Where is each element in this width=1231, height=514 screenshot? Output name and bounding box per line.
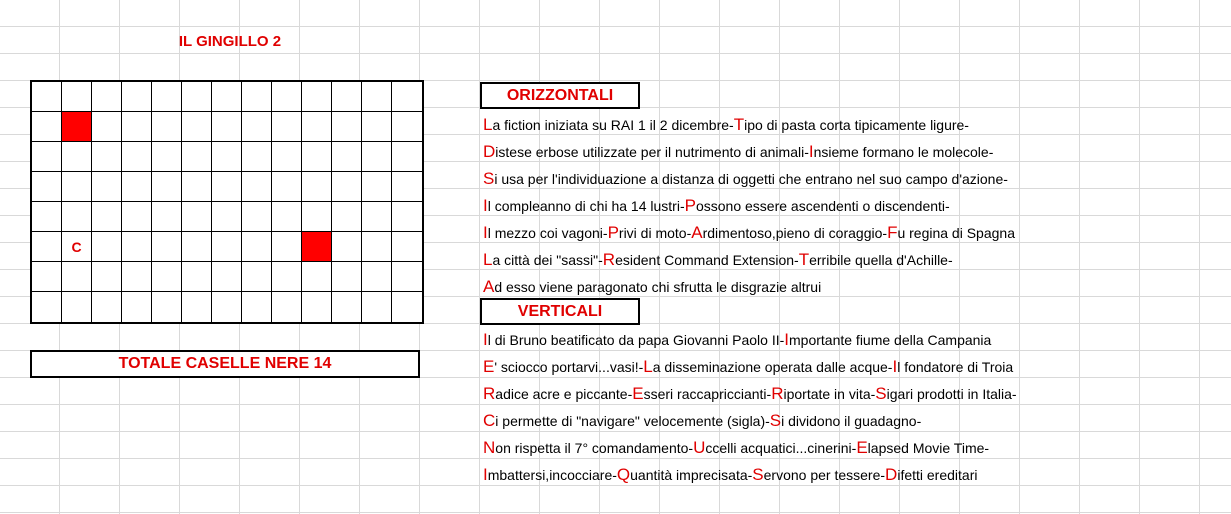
clue-initial: I [483,330,488,349]
clue-text: nsieme formano le molecole- [813,144,994,160]
clue-text: mbattersi,incocciare- [487,467,617,483]
clue-initial: I [784,330,789,349]
horizontal-heading: ORIZZONTALI [480,82,640,109]
vertical-clue-line [483,326,1228,353]
black-cell[interactable] [302,232,332,262]
grid-cell[interactable] [332,232,362,262]
clue-text: igari prodotti in Italia- [886,386,1017,402]
clue-initial: P [607,223,619,242]
clue-text: a città dei "sassi"- [492,252,603,268]
grid-cell[interactable] [182,112,212,142]
clue-text: l mezzo coi vagoni- [487,225,608,241]
clue-text: d esso viene paragonato chi sfrutta le disgrazie altrui [494,279,822,295]
horizontal-clue-line [483,165,1228,192]
grid-cell[interactable] [362,202,392,232]
vertical-heading: VERTICALI [480,298,640,325]
clue-text: on rispetta il 7° comandamento- [495,440,694,456]
vertical-clue-line [483,353,1228,380]
grid-cell[interactable] [92,262,122,292]
horizontal-clue-line [483,138,1228,165]
grid-cell[interactable] [392,82,422,112]
grid-cell[interactable] [212,202,242,232]
grid-cell[interactable] [362,292,392,322]
grid-cell[interactable] [62,202,92,232]
grid-cell[interactable] [92,292,122,322]
grid-cell[interactable] [242,262,272,292]
clue-text: rivi di moto- [618,225,692,241]
grid-cell[interactable] [392,262,422,292]
clue-initial: I [483,223,488,242]
clue-text: uantità imprecisata- [630,467,753,483]
grid-cell[interactable] [92,142,122,172]
grid-cell[interactable] [212,142,242,172]
clue-text: ossono essere ascendenti o discendenti- [695,198,950,214]
clue-initial: E [483,357,495,376]
grid-cell[interactable] [62,262,92,292]
grid-cell[interactable] [392,142,422,172]
grid-cell[interactable] [32,202,62,232]
grid-cell[interactable] [242,202,272,232]
grid-cell[interactable] [62,82,92,112]
grid-cell[interactable] [32,82,62,112]
clue-text: i usa per l'individuazione a distanza di oggetti che entrano nel suo campo d'azione- [494,171,1008,187]
grid-cell[interactable] [302,112,332,142]
grid-cell[interactable] [62,292,92,322]
grid-cell[interactable] [32,142,62,172]
clue-initial: A [483,277,495,296]
clue-initial: L [643,357,653,376]
grid-cell[interactable] [92,112,122,142]
clue-initial: C [483,411,496,430]
clue-text: l di Bruno beatificato da papa Giovanni Paolo II- [487,332,785,348]
grid-cell[interactable] [242,82,272,112]
clue-text: rdimentoso,pieno di coraggio- [702,225,888,241]
grid-cell[interactable] [272,112,302,142]
puzzle-title: IL GINGILLO 2 [178,33,282,50]
clue-initial: N [483,438,496,457]
clue-initial: D [885,465,898,484]
grid-cell[interactable] [212,82,242,112]
grid-cell[interactable] [302,172,332,202]
grid-cell[interactable] [302,82,332,112]
grid-cell[interactable] [212,232,242,262]
clue-initial: L [483,115,493,134]
grid-cell[interactable] [122,202,152,232]
clue-text: adice acre e piccante- [495,386,633,402]
horizontal-clue-line [483,192,1228,219]
grid-cell[interactable] [152,202,182,232]
grid-cell[interactable] [332,292,362,322]
clue-initial: E [856,438,868,457]
grid-cell[interactable] [182,172,212,202]
grid-cell[interactable] [62,142,92,172]
clue-text: esident Command Extension- [615,252,799,268]
grid-cell[interactable] [332,202,362,232]
vertical-clue-line [483,380,1228,407]
clue-initial: S [875,384,887,403]
clue-initial: T [733,115,745,134]
horizontal-clue-line [483,111,1228,138]
grid-cell[interactable] [362,172,392,202]
clue-initial: R [602,250,616,269]
clue-text: i permette di "navigare" velocemente (sigla)- [495,413,770,429]
clue-text: ervono per tessere- [763,467,886,483]
clue-text: sseri raccapriccianti- [643,386,772,402]
vertical-clue-list [483,326,1228,488]
grid-cell[interactable] [92,172,122,202]
clue-text: i dividono il guadagno- [781,413,922,429]
clue-text: ifetti ereditari [897,467,978,483]
clue-initial: A [691,223,703,242]
clue-initial: I [483,196,488,215]
grid-cell[interactable] [272,142,302,172]
grid-cell[interactable] [272,232,302,262]
grid-cell[interactable] [332,172,362,202]
grid-cell[interactable] [92,82,122,112]
clue-initial: U [693,438,706,457]
grid-cell[interactable] [242,172,272,202]
clue-initial: T [798,250,810,269]
vertical-clue-line [483,407,1228,434]
grid-cell[interactable] [92,232,122,262]
grid-cell[interactable] [122,172,152,202]
grid-cell[interactable] [62,172,92,202]
grid-cell[interactable] [332,112,362,142]
grid-cell[interactable] [272,202,302,232]
clue-initial: S [483,169,495,188]
clue-initial: I [892,357,898,376]
vertical-clue-line [483,434,1228,461]
grid-cell[interactable] [212,262,242,292]
grid-cell[interactable] [152,262,182,292]
grid-cell[interactable] [62,232,92,262]
grid-cell[interactable] [182,232,212,262]
grid-cell[interactable] [212,292,242,322]
clue-text: ipo di pasta corta tipicamente ligure- [744,117,969,133]
grid-cell[interactable] [302,142,332,172]
grid-cell[interactable] [272,292,302,322]
grid-cell[interactable] [242,112,272,142]
grid-cell[interactable] [152,172,182,202]
crossword-grid [30,80,424,324]
clue-text: u regina di Spagna [897,225,1015,241]
grid-cell[interactable] [182,142,212,172]
grid-cell[interactable] [32,232,62,262]
grid-cell[interactable] [332,262,362,292]
grid-cell[interactable] [392,172,422,202]
grid-cell[interactable] [362,262,392,292]
grid-cell[interactable] [182,292,212,322]
grid-cell[interactable] [272,262,302,292]
clue-initial: E [632,384,644,403]
grid-cell[interactable] [32,292,62,322]
clue-initial: Q [616,465,631,484]
grid-cell[interactable] [122,292,152,322]
grid-cell[interactable] [242,292,272,322]
grid-cell[interactable] [302,292,332,322]
horizontal-clue-list [483,111,1228,300]
black-cell[interactable] [62,112,92,142]
grid-cell[interactable] [122,82,152,112]
grid-cell[interactable] [392,112,422,142]
grid-cell[interactable] [272,82,302,112]
clue-initial: S [752,465,764,484]
grid-cell[interactable] [122,262,152,292]
grid-cell[interactable] [152,232,182,262]
grid-cell[interactable] [362,82,392,112]
clue-text: ' sciocco portarvi...vasi!- [494,359,644,375]
clue-text: l compleanno di chi ha 14 lustri- [487,198,685,214]
grid-cell[interactable] [242,142,272,172]
grid-cell[interactable] [302,262,332,292]
clue-initial: R [771,384,784,403]
grid-cell[interactable] [242,232,272,262]
total-black-cells-label: TOTALE CASELLE NERE 14 [30,350,420,378]
horizontal-clue-line [483,273,1228,300]
clue-text: a fiction iniziata su RAI 1 il 2 dicembre- [492,117,734,133]
grid-cell[interactable] [122,142,152,172]
clue-text: mportante fiume della Campania [789,332,992,348]
horizontal-clue-line [483,219,1228,246]
grid-cell[interactable] [332,142,362,172]
grid-cell[interactable] [182,262,212,292]
clue-text: a disseminazione operata dalle acque- [652,359,893,375]
grid-cell[interactable] [392,292,422,322]
grid-cell[interactable] [152,112,182,142]
grid-cell[interactable] [362,112,392,142]
grid-cell[interactable] [392,202,422,232]
grid-cell[interactable] [182,202,212,232]
grid-cell[interactable] [152,82,182,112]
clue-initial: R [483,384,496,403]
grid-cell[interactable] [362,232,392,262]
horizontal-clue-line [483,246,1228,273]
grid-cell[interactable] [32,172,62,202]
grid-cell[interactable] [32,112,62,142]
clue-text: ccelli acquatici...cinerini- [705,440,857,456]
grid-cell[interactable] [152,142,182,172]
vertical-clue-line [483,461,1228,488]
clue-initial: I [808,142,814,161]
grid-cell[interactable] [182,82,212,112]
cell-letter: C [71,238,82,255]
clue-initial: S [769,411,782,430]
clue-initial: L [483,250,493,269]
grid-cell[interactable] [92,202,122,232]
grid-cell[interactable] [122,232,152,262]
clue-initial: D [483,142,496,161]
clue-initial: I [483,465,488,484]
grid-cell[interactable] [152,292,182,322]
clue-text: istese erbose utilizzate per il nutrimento di animali- [495,144,809,160]
clue-initial: P [684,196,696,215]
clue-text: lapsed Movie Time- [867,440,990,456]
grid-cell[interactable] [122,112,152,142]
clue-text: iportate in vita- [783,386,876,402]
grid-cell[interactable] [212,172,242,202]
grid-cell[interactable] [362,142,392,172]
grid-cell[interactable] [302,202,332,232]
grid-cell[interactable] [272,172,302,202]
grid-cell[interactable] [392,232,422,262]
clue-text: erribile quella d'Achille- [809,252,953,268]
grid-cell[interactable] [332,82,362,112]
clue-initial: F [887,223,898,242]
grid-cell[interactable] [32,262,62,292]
clue-text: l fondatore di Troia [897,359,1014,375]
grid-cell[interactable] [212,112,242,142]
